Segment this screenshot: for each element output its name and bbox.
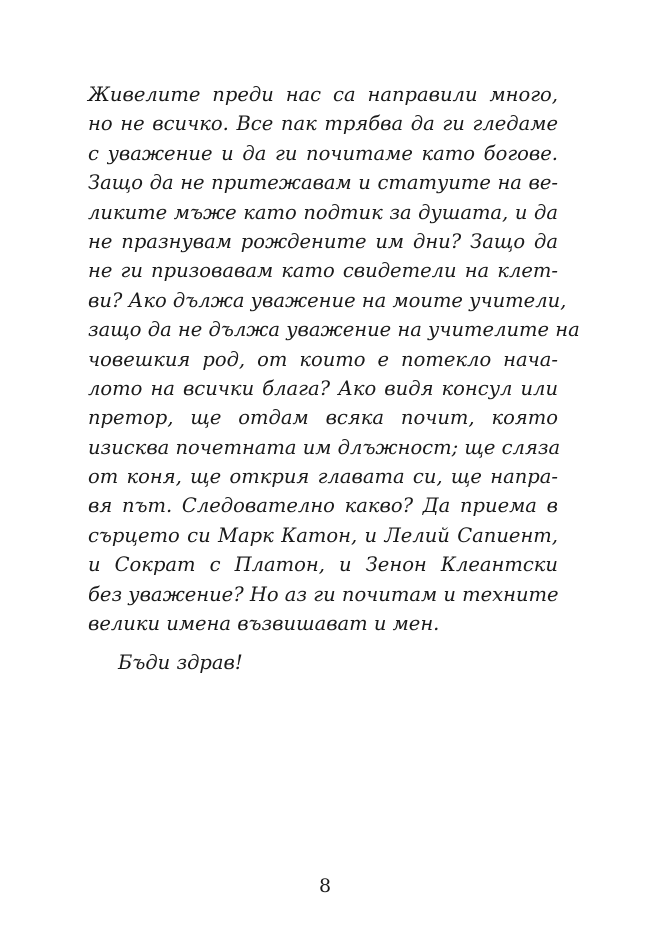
paragraph-line: изисква почетната им длъжност; ще сляза — [88, 435, 561, 459]
paragraph-line: Защо да не притежавам и статуите на ве- — [88, 171, 558, 195]
paragraph-line: човешкия род, от които е потекло начa- — [88, 347, 558, 371]
paragraph-line: не празнувам рождените им дни? Защо да — [88, 229, 558, 253]
paragraph-line: ликите мъже като подтик за душата, и да — [88, 200, 558, 224]
paragraph-line: претор, ще отдам всяка почит, която — [88, 406, 558, 430]
paragraph-line: лото на всички блага? Ако видя консул или — [88, 376, 558, 400]
paragraph-line: ви? Ако дължа уважение на моите учители, — [88, 288, 567, 312]
page-number: 8 — [318, 875, 332, 897]
paragraph-line: вя път. Следователно какво? Да приема в — [88, 494, 558, 518]
main-paragraph — [88, 80, 580, 638]
paragraph-line: сърцето си Марк Катон, и Лелий Сапиент, — [88, 523, 558, 547]
paragraph-line: не ги призовавам като свидетели на клет- — [88, 259, 558, 283]
paragraph-line: с уважение и да ги почитаме като богове. — [88, 141, 558, 165]
paragraph-line: велики имена възвишават и мен. — [88, 612, 440, 636]
paragraph-line: без уважение? Но аз ги почитам и техните — [88, 582, 559, 606]
paragraph-line: от коня, ще открия главата си, ще напра- — [88, 465, 558, 489]
paragraph-line: Живелите преди нас са направили много, — [88, 83, 558, 106]
paragraph-line: и Сократ с Платон, и Зенон Клеантски — [88, 553, 558, 577]
paragraph-line: защо да не дължа уважение на учителите на — [88, 318, 580, 342]
paragraph-line: но не всичко. Все пак трябва да ги гледаме — [88, 112, 558, 136]
signoff-line: Бъди здрав! — [118, 651, 243, 674]
